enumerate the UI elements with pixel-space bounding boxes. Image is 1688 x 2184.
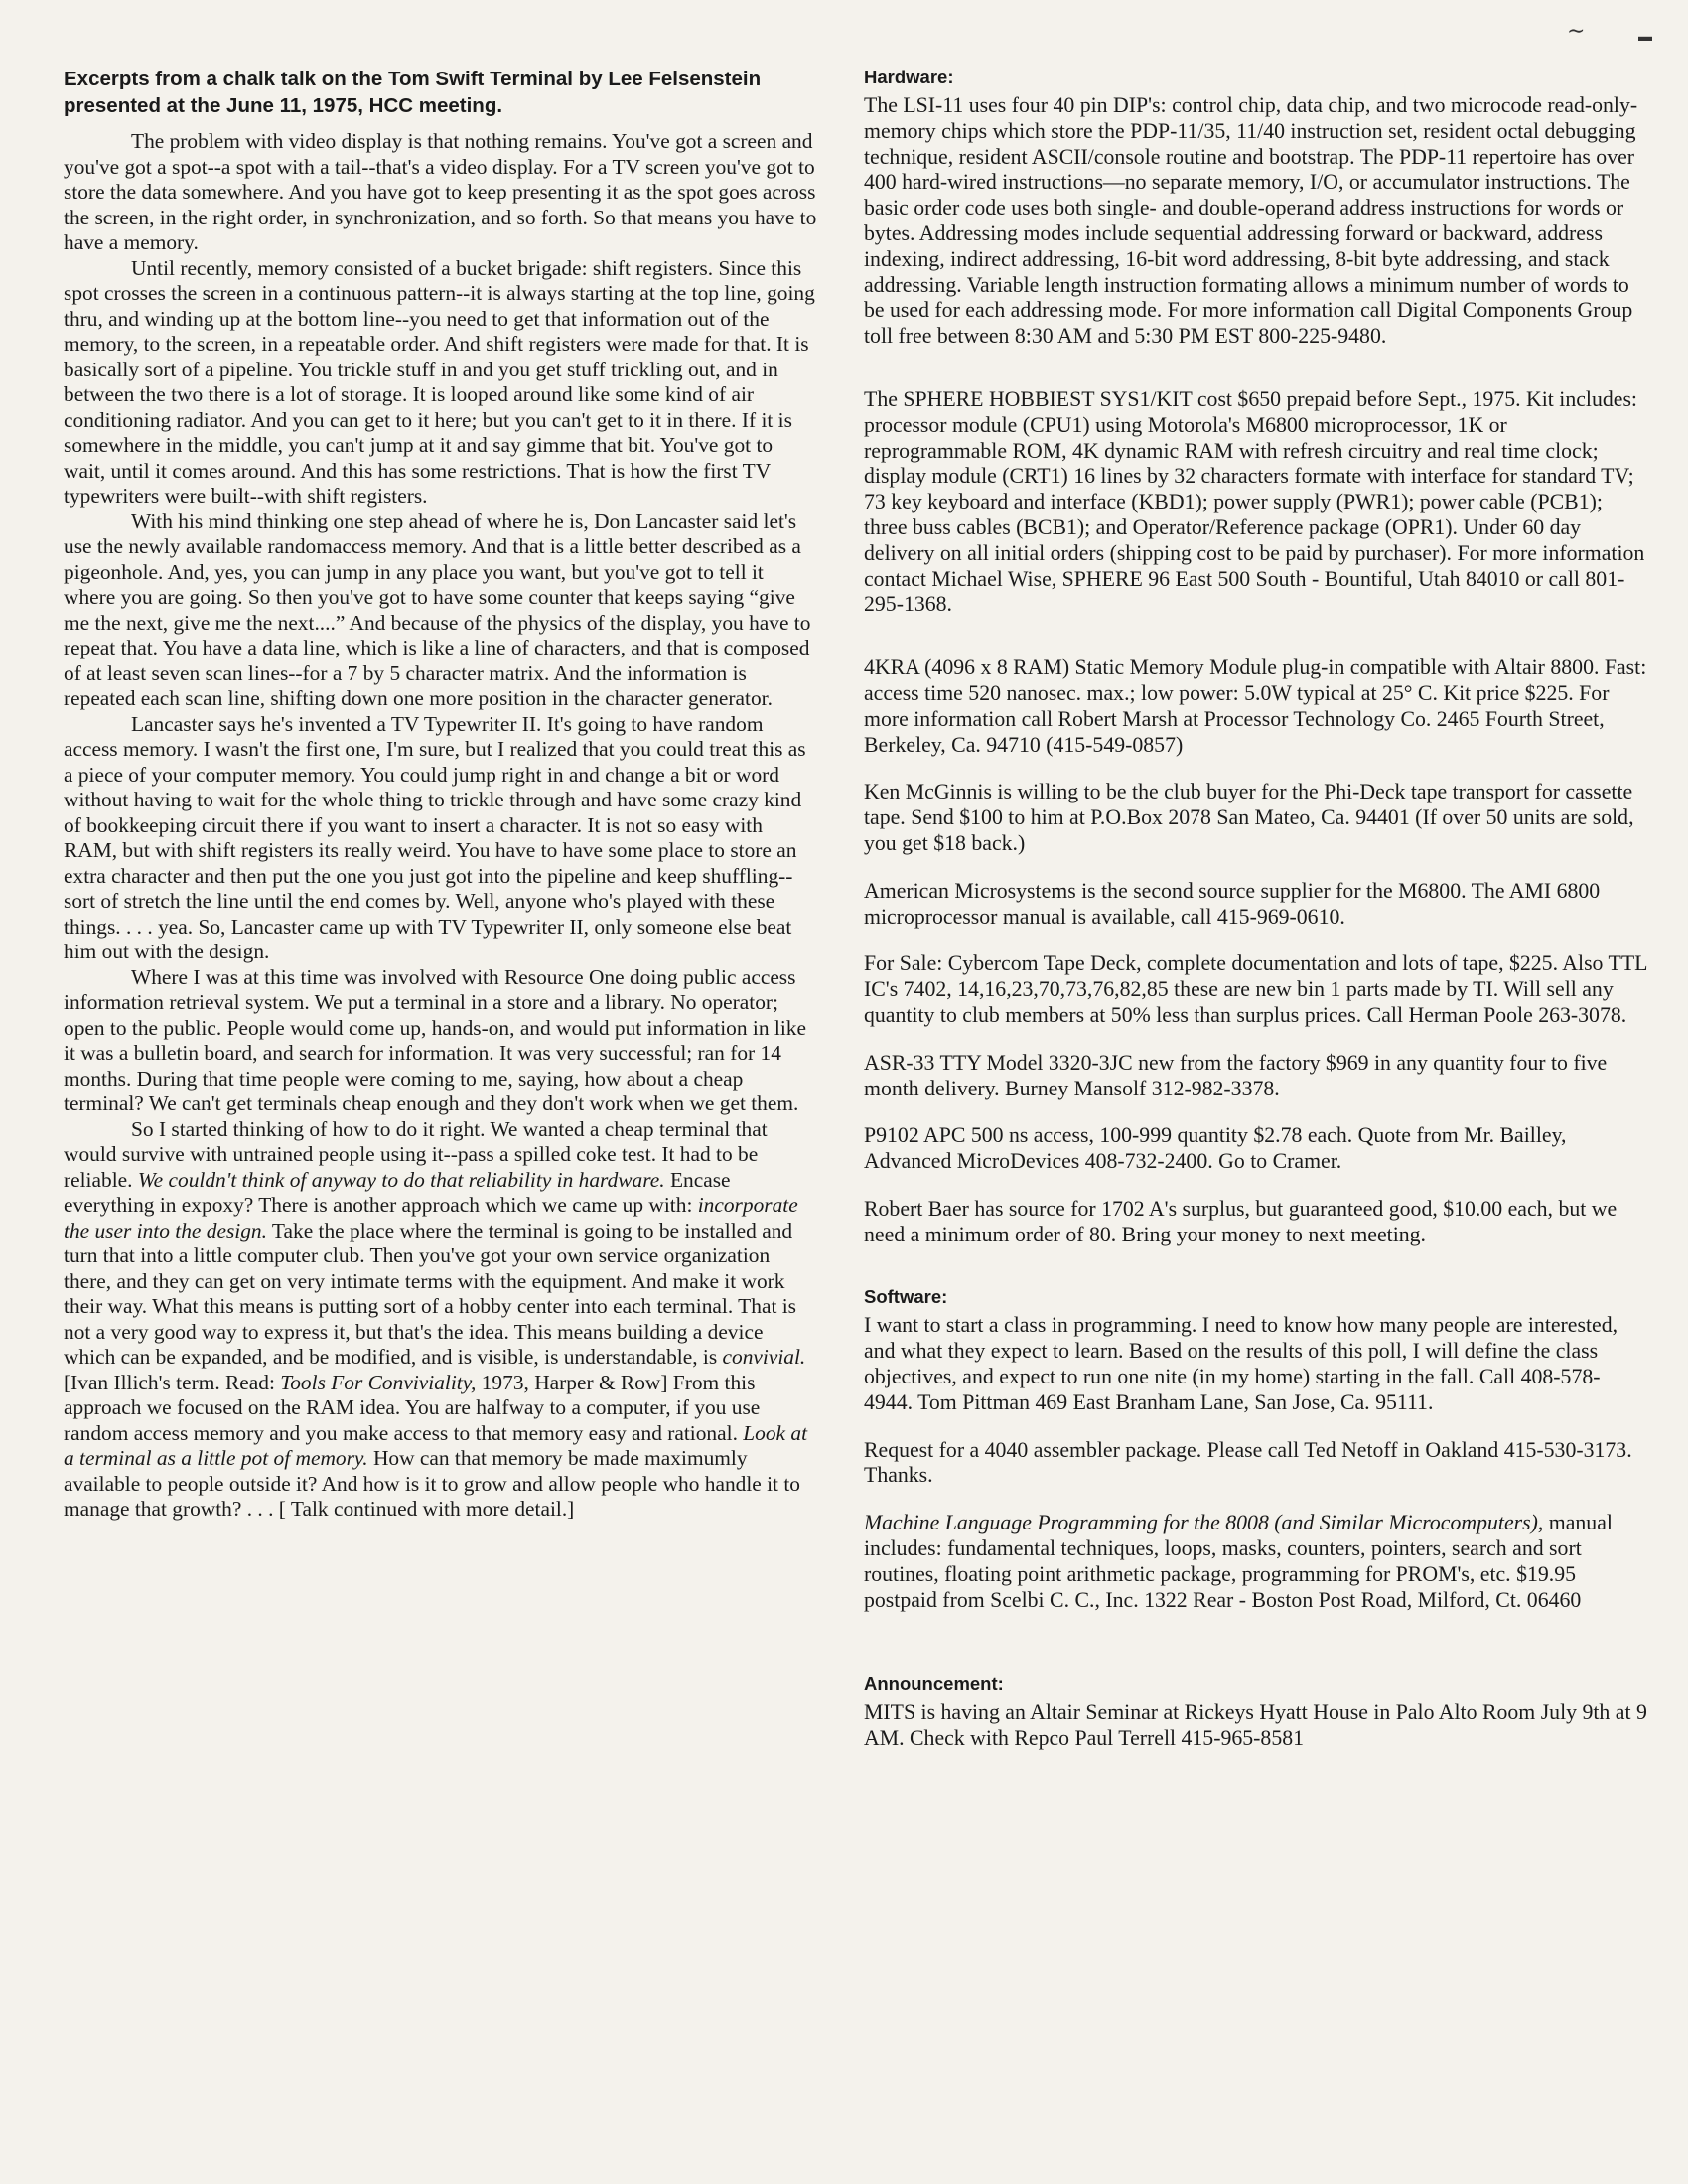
paragraph-6-italic-3: convivial.: [722, 1345, 806, 1369]
ami-item: American Microsystems is the second source supplier for the M6800. The AMI 6800 microprocessor manual is available, call 415-969-0610.: [864, 878, 1601, 929]
paragraph-6-part-3: Take the place where the terminal is going to be installed and turn that into a little computer club. Then you've got your own service organization there, and they can get on very intimate terms with the equipment. And make it work their way. What this means is putting sort of a hobby center into each terminal. That is not a very good way to express it, but that's the idea. This means building a device which can be expanded, and be modified, and is visible, is understandable, is: [64, 1218, 796, 1369]
memory-module-item: 4KRA (4096 x 8 RAM) Static Memory Module plug-in compatible with Altair 8800. Fast: access time 520 nanosec. max.; low power: 5.0W typical at 25° C. Kit price $225. For more information call Robert Marsh at Processor Technology Co. 2465 Fourth Street, Berkeley, Ca. 94710 (415-549-0857): [864, 655, 1647, 757]
paragraph-6-part-1: So I started thinking of how to do it right. We wanted a cheap terminal that would survive with untrained people using it--pass a spilled coke test. It had to be reliable.: [64, 1116, 768, 1192]
article-heading: Excerpts from a chalk talk on the Tom Swift Terminal by Lee Felsenstein presented at the June 11, 1975, HCC meeting.: [64, 68, 762, 117]
p9102-item: P9102 APC 500 ns access, 100-999 quantity $2.78 each. Quote from Mr. Bailley, Advanced MicroDevices 408-732-2400. Go to Cramer.: [864, 1123, 1567, 1174]
corner-mark-2: ▬: [1638, 30, 1652, 45]
left-column: [64, 66, 818, 1523]
paragraph-2: Until recently, memory consisted of a bucket brigade: shift registers. Since this spot crosses the screen in a continuous pattern--it is always starting at the top line, going thru, and winding up at the bottom line--you need to get that information out of the memory, to the screen, in a repeatable order. And shift registers were made for that. It is basically sort of a pipeline. You trickle stuff in and you get stuff trickling out, and in between the two there is a lot of storage. It is looped around like some kind of air conditioning radiator. And you can get to it here; but you can't get to it in there. If it is somewhere in the middle, you can't jump at it and say gimme that bit. You've got to wait, until it comes around. And this has some restrictions. That is how the first TV typewriters were built--with shift registers.: [64, 255, 815, 508]
manual-item: [864, 1511, 1648, 1613]
corner-mark-1: ∼: [1567, 18, 1586, 43]
hardware-heading: Hardware:: [864, 67, 954, 87]
announcement-item: MITS is having an Altair Seminar at Rickeys Hyatt House in Palo Alto Room July 9th at 9 AM. Check with Repco Paul Terrell 415-965-8581: [864, 1700, 1647, 1751]
paragraph-3: With his mind thinking one step ahead of where he is, Don Lancaster said let's use the newly available randomaccess memory. And that is a little better described as a pigeonhole. And, yes, you can jump in any place you want, but you've got to tell it where you are going. So then you've got to have some counter that keeps saying “give me the next, give me the next....” And because of the physics of the display, you have to repeat that. You have a data line, which is like a line of characters, and that is composed of at least seven scan lines--for a 7 by 5 character matrix. And the information is repeated each scan line, shifting down one more position in the character generator.: [64, 509, 811, 710]
phi-deck-item: Ken McGinnis is willing to be the club buyer for the Phi-Deck tape transport for cassette tape. Send $100 to him at P.O.Box 2078 San Mateo, Ca. 94401 (If over 50 units are sold, you get $18 back.): [864, 780, 1634, 855]
for-sale-item: For Sale: Cybercom Tape Deck, complete documentation and lots of tape, $225. Also TTL IC's 7402, 14,16,23,70,73,76,82,85 these are new bin 1 parts made by TI. Will sell any quantity to club members at 50% less than surplus prices. Call Herman Poole 263-3078.: [864, 951, 1647, 1027]
software-heading: Software:: [864, 1286, 948, 1308]
paragraph-6-part-2: Encase everything in expoxy? There is another approach which we came up with:: [64, 1167, 731, 1217]
paragraph-6-italic-4: Tools For Conviviality,: [280, 1370, 477, 1394]
sphere-kit-item: The SPHERE HOBBIEST SYS1/KIT cost $650 prepaid before Sept., 1975. Kit includes: processor module (CPU1) using Motorola's M6800 microprocessor, 1K or reprogrammable ROM, 4K dynamic RAM with refresh circuitry and real time clock; display module (CRT1) 16 lines by 32 characters formate with interface for standard TV; 73 key keyboard and interface (KBD1); power supply (PWR1); power cable (PCB1); three buss cables (BCB1); and Operator/Reference package (OPR1). Under 60 day delivery on all initial orders (shipping cost to be paid by purchaser). For more information contact Michael Wise, SPHERE 96 East 500 South - Bountiful, Utah 84010 or call 801-295-1368.: [864, 386, 1645, 617]
paragraph-6-part-4: [Ivan Illich's term. Read:: [64, 1370, 281, 1394]
paragraph-6-part-5: 1973, Harper & Row] From this approach we focused on the RAM idea. You are halfway to a computer, if you use random access memory and you make access to that memory easy and rational.: [64, 1370, 761, 1445]
paragraph-6-italic-5: Look at a terminal as a little pot of memory.: [64, 1420, 808, 1470]
manual-description: manual includes: fundamental techniques, loops, masks, counters, pointers, search and sort routines, floating point arithmetic package, programming for PROM's, etc. $19.95 postpaid from Scelbi C. C., Inc. 1322 Rear - Boston Post Road, Milford, Ct. 06460: [864, 1511, 1613, 1612]
baer-item: Robert Baer has source for 1702 A's surplus, but guaranteed good, $10.00 each, but we need a minimum order of 80. Bring your money to next meeting.: [864, 1196, 1618, 1246]
assembler-request-item: Request for a 4040 assembler package. Please call Ted Netoff in Oakland 415-530-3173. Thanks.: [864, 1437, 1632, 1488]
paragraph-5: Where I was at this time was involved with Resource One doing public access information retrieval system. We put a terminal in a store and a library. No operator; open to the public. People would come up, hands-on, and would put information in like it was a bulletin board, and search for information. It was very successful; ran for 14 months. During that time people were coming to me, saying, how about a cheap terminal? We can't get terminals cheap enough and they don't work when we get them.: [64, 964, 806, 1115]
paragraph-4: Lancaster says he's invented a TV Typewriter II. It's going to have random access memory. I wasn't the first one, I'm sure, but I realized that you could treat this as a piece of your computer memory. You could jump right in and change a bit or word without having to wait for the whole thing to trickle through and have some crazy kind of bookkeeping circuit there if you want to insert a character. It is not so easy with RAM, but with shift registers its really weird. You have to have some place to store an extra character and then put the one you just got into the pipeline and keep shuffling--sort of stretch the line until the end comes by. Well, anyone who's played with these things. . . . yea. So, Lancaster came up with TV Typewriter II, only someone else beat him out with the design.: [64, 711, 806, 963]
programming-class-item: I want to start a class in programming. I need to know how many people are interested, and what they expect to learn. Based on the results of this poll, I will define the class objectives, and expect to run one nite (in my home) starting in the fall. Call 408-578-4944. Tom Pittman 469 East Branham Lane, San Jose, Ca. 95111.: [864, 1313, 1618, 1414]
announcement-heading: Announcement:: [864, 1674, 1004, 1695]
article-body: [64, 129, 818, 1523]
manual-title: Machine Language Programming for the 8008 (and Similar Microcomputers),: [864, 1511, 1544, 1535]
hardware-lsi11-item: The LSI-11 uses four 40 pin DIP's: control chip, data chip, and two microcode read-only-memory chips which store the PDP-11/35, 11/40 instruction set, resident octal debugging technique, resident ASCII/console routine and bootstrap. The PDP-11 repertoire has over 400 hard-wired instructions—no separate memory, I/O, or accumulator instructions. The basic order code uses both single- and double-operand address instructions for words or bytes. Addressing modes include sequential addressing forward or backward, address indexing, indirect addressing, 16-bit word addressing, 8-bit byte addressing, and stack addressing. Variable length instruction formating allows a minimum number of words to be used for each addressing mode. For more information call Digital Components Group toll free between 8:30 AM and 5:30 PM EST 800-225-9480.: [864, 93, 1638, 349]
paragraph-6: [64, 1117, 818, 1523]
paragraph-1: The problem with video display is that nothing remains. You've got a screen and you've got a spot--a spot with a tail--that's a video display. For a TV screen you've got to store the data somewhere. And you have got to keep presenting it as the spot goes across the screen, in the right order, in synchronization, and so forth. So that means you have to have a memory.: [64, 129, 817, 254]
paragraph-6-italic-2: incorporate the user into the design.: [64, 1193, 798, 1242]
paragraph-6-part-6: How can that memory be made maximumly available to people outside it? And how is it to grow and allow people who handle it to manage that growth? . . . [ Talk continued with more detail.]: [64, 1446, 800, 1521]
right-column: [864, 66, 1648, 1774]
paragraph-6-italic-1: We couldn't think of anyway to do that reliability in hardware.: [137, 1167, 665, 1192]
asr33-item: ASR-33 TTY Model 3320-3JC new from the factory $969 in any quantity four to five month delivery. Burney Mansolf 312-982-3378.: [864, 1050, 1608, 1100]
